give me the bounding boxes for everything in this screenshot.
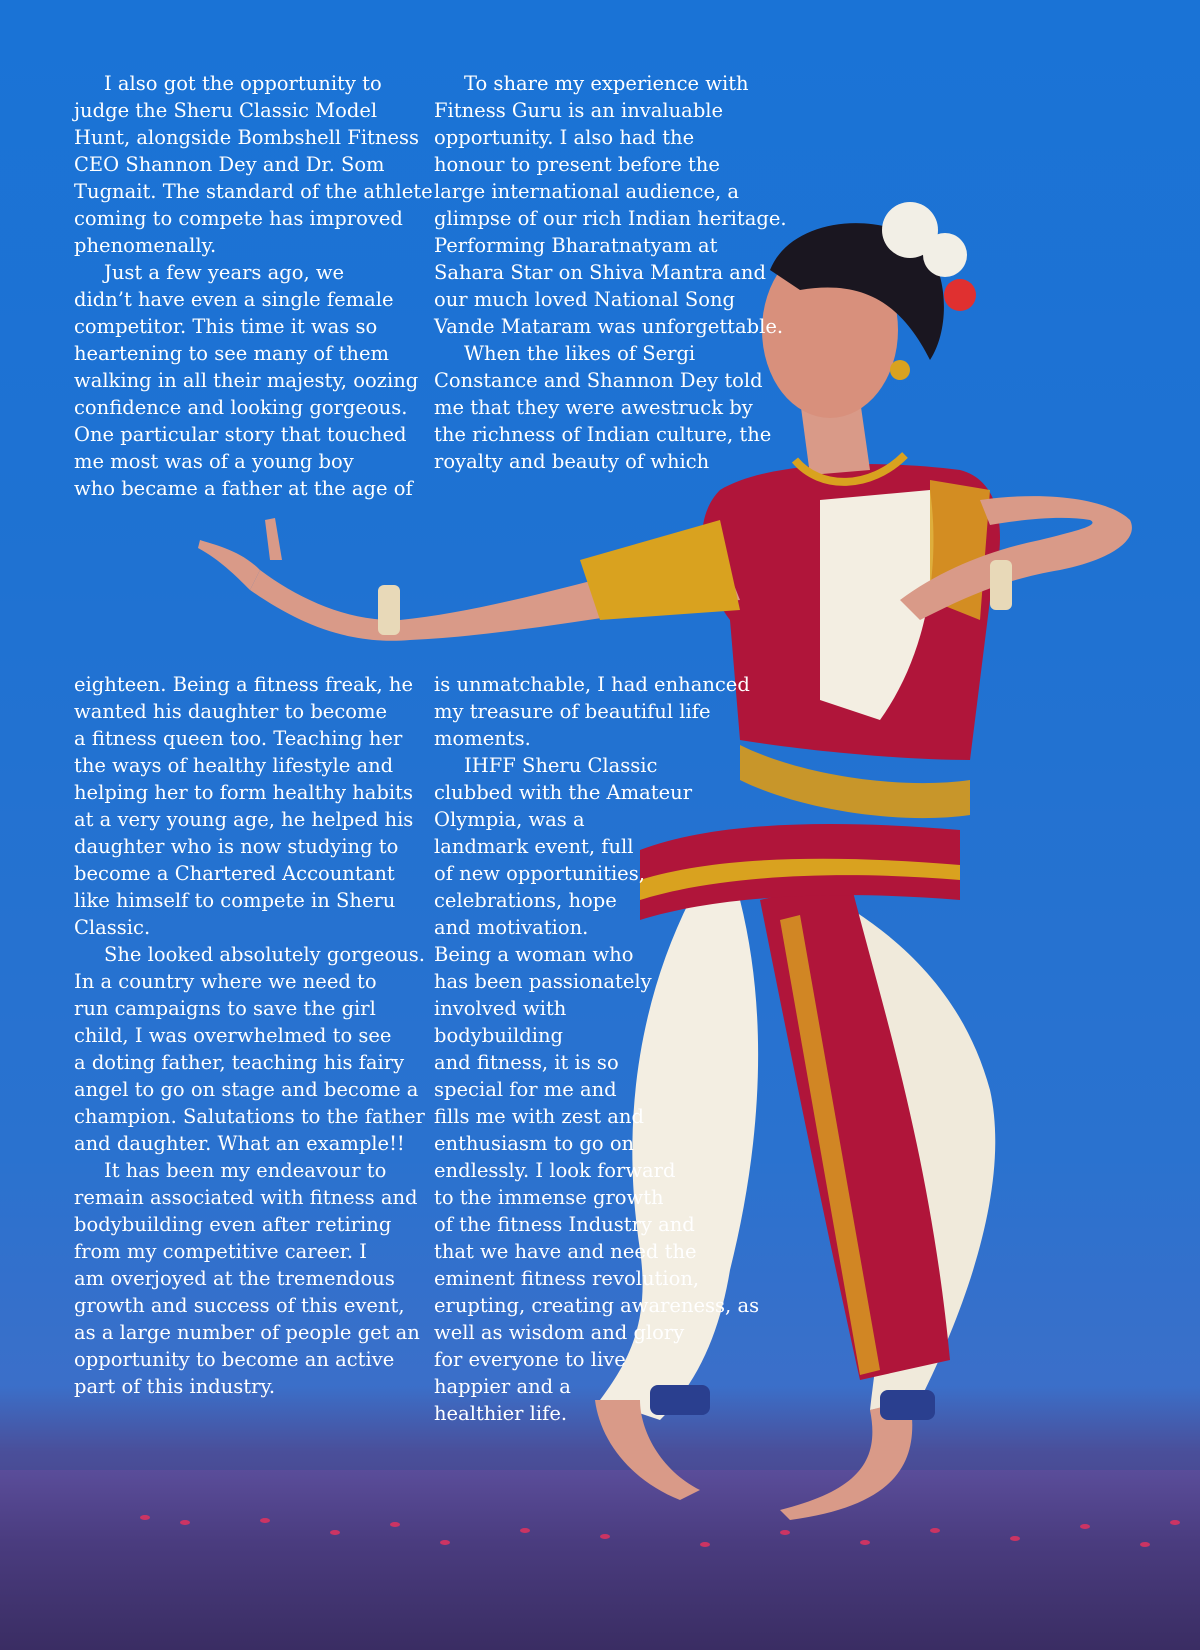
text-line: opportunity. I also had the xyxy=(434,126,695,149)
text-line: To share my experience with xyxy=(464,72,749,95)
text-line: She looked absolutely gorgeous. xyxy=(104,943,425,966)
text-line: Olympia, was a xyxy=(434,808,585,831)
text-line: at a very young age, he helped his xyxy=(74,808,414,831)
text-line: large international audience, a xyxy=(434,180,740,203)
text-line: celebrations, hope xyxy=(434,889,617,912)
text-line: involved with xyxy=(434,997,567,1020)
ankle-bells-right xyxy=(880,1390,935,1420)
text-line: angel to go on stage and become a xyxy=(74,1078,419,1101)
text-line: helping her to form healthy habits xyxy=(74,781,413,804)
bangles-right xyxy=(990,560,1012,610)
text-line: growth and success of this event, xyxy=(74,1294,405,1317)
text-line: to the immense growth xyxy=(434,1186,664,1209)
text-line: the richness of Indian culture, the xyxy=(434,423,772,446)
paragraph xyxy=(74,941,425,1157)
text-line: run campaigns to save the girl xyxy=(74,997,376,1020)
text-line: am overjoyed at the tremendous xyxy=(74,1267,395,1290)
text-line: child, I was overwhelmed to see xyxy=(74,1024,392,1047)
text-line: It has been my endeavour to xyxy=(104,1159,387,1182)
text-line: endlessly. I look forward xyxy=(434,1159,676,1182)
paragraph xyxy=(434,340,787,475)
paragraph xyxy=(74,1157,425,1400)
text-line: and motivation. xyxy=(434,916,589,939)
text-line: happier and a xyxy=(434,1375,571,1398)
text-line: I also got the opportunity to xyxy=(104,72,382,95)
column-left-top xyxy=(74,70,433,502)
text-line: champion. Salutations to the father xyxy=(74,1105,425,1128)
text-line: and daughter. What an example!! xyxy=(74,1132,405,1155)
text-line: daughter who is now studying to xyxy=(74,835,399,858)
paragraph xyxy=(434,671,759,752)
text-line: eighteen. Being a fitness freak, he xyxy=(74,673,414,696)
text-line: walking in all their majesty, oozing xyxy=(74,369,419,392)
text-line: didn’t have even a single female xyxy=(74,288,394,311)
text-line: eminent fitness revolution, xyxy=(434,1267,700,1290)
text-line: IHFF Sheru Classic xyxy=(464,754,658,777)
text-line: our much loved National Song xyxy=(434,288,736,311)
text-line: me that they were awestruck by xyxy=(434,396,753,419)
earring xyxy=(890,360,910,380)
text-line: coming to compete has improved xyxy=(74,207,403,230)
text-line: fills me with zest and xyxy=(434,1105,644,1128)
text-line: of new opportunities, xyxy=(434,862,645,885)
text-line: Fitness Guru is an invaluable xyxy=(434,99,724,122)
text-line: for everyone to live xyxy=(434,1348,626,1371)
text-line: part of this industry. xyxy=(74,1375,276,1398)
paragraph xyxy=(434,70,787,340)
column-right-bottom xyxy=(434,671,759,1427)
text-line: Just a few years ago, we xyxy=(104,261,345,284)
text-line: Sahara Star on Shiva Mantra and xyxy=(434,261,766,284)
text-line: like himself to compete in Sheru xyxy=(74,889,396,912)
text-line: and fitness, it is so xyxy=(434,1051,619,1074)
text-line: When the likes of Sergi xyxy=(464,342,696,365)
text-line: enthusiasm to go on xyxy=(434,1132,635,1155)
text-line: a doting father, teaching his fairy xyxy=(74,1051,405,1074)
text-line: from my competitive career. I xyxy=(74,1240,367,1263)
text-line: confidence and looking gorgeous. xyxy=(74,396,408,419)
text-line: Vande Mataram was unforgettable. xyxy=(434,315,784,338)
text-line: moments. xyxy=(434,727,531,750)
text-line: bodybuilding xyxy=(434,1024,563,1047)
text-line: Constance and Shannon Dey told xyxy=(434,369,763,392)
text-line: remain associated with fitness and xyxy=(74,1186,418,1209)
text-line: well as wisdom and glory xyxy=(434,1321,685,1344)
paragraph xyxy=(74,259,433,502)
text-line: wanted his daughter to become xyxy=(74,700,388,723)
text-line: heartening to see many of them xyxy=(74,342,389,365)
text-line: Hunt, alongside Bombshell Fitness xyxy=(74,126,420,149)
text-line: royalty and beauty of which xyxy=(434,450,710,473)
text-line: Being a woman who xyxy=(434,943,634,966)
text-line: glimpse of our rich Indian heritage. xyxy=(434,207,787,230)
text-line: a fitness queen too. Teaching her xyxy=(74,727,403,750)
text-line: the ways of healthy lifestyle and xyxy=(74,754,394,777)
text-line: of the fitness Industry and xyxy=(434,1213,695,1236)
text-line: In a country where we need to xyxy=(74,970,377,993)
text-line: erupting, creating awareness, as xyxy=(434,1294,760,1317)
text-line: healthier life. xyxy=(434,1402,568,1425)
bangles-left xyxy=(378,585,400,635)
paragraph xyxy=(434,752,759,1427)
text-line: as a large number of people get an xyxy=(74,1321,420,1344)
text-line: special for me and xyxy=(434,1078,617,1101)
text-line: opportunity to become an active xyxy=(74,1348,395,1371)
text-line: who became a father at the age of xyxy=(74,477,413,500)
text-line: Performing Bharatnatyam at xyxy=(434,234,718,257)
text-line: has been passionately xyxy=(434,970,652,993)
column-left-bottom xyxy=(74,671,425,1400)
text-line: my treasure of beautiful life xyxy=(434,700,711,723)
paragraph xyxy=(74,70,433,259)
text-line: phenomenally. xyxy=(74,234,217,257)
text-line: One particular story that touched xyxy=(74,423,407,446)
text-line: clubbed with the Amateur xyxy=(434,781,693,804)
paragraph xyxy=(74,671,425,941)
text-line: Tugnait. The standard of the athlete xyxy=(74,180,433,203)
text-line: is unmatchable, I had enhanced xyxy=(434,673,750,696)
text-line: landmark event, full xyxy=(434,835,634,858)
text-line: bodybuilding even after retiring xyxy=(74,1213,392,1236)
text-line: honour to present before the xyxy=(434,153,720,176)
column-right-top xyxy=(434,70,787,475)
text-line: judge the Sheru Classic Model xyxy=(74,99,378,122)
text-line: Classic. xyxy=(74,916,151,939)
text-line: competitor. This time it was so xyxy=(74,315,378,338)
text-line: me most was of a young boy xyxy=(74,450,354,473)
text-line: CEO Shannon Dey and Dr. Som xyxy=(74,153,385,176)
text-line: become a Chartered Accountant xyxy=(74,862,395,885)
text-line: that we have and need the xyxy=(434,1240,697,1263)
